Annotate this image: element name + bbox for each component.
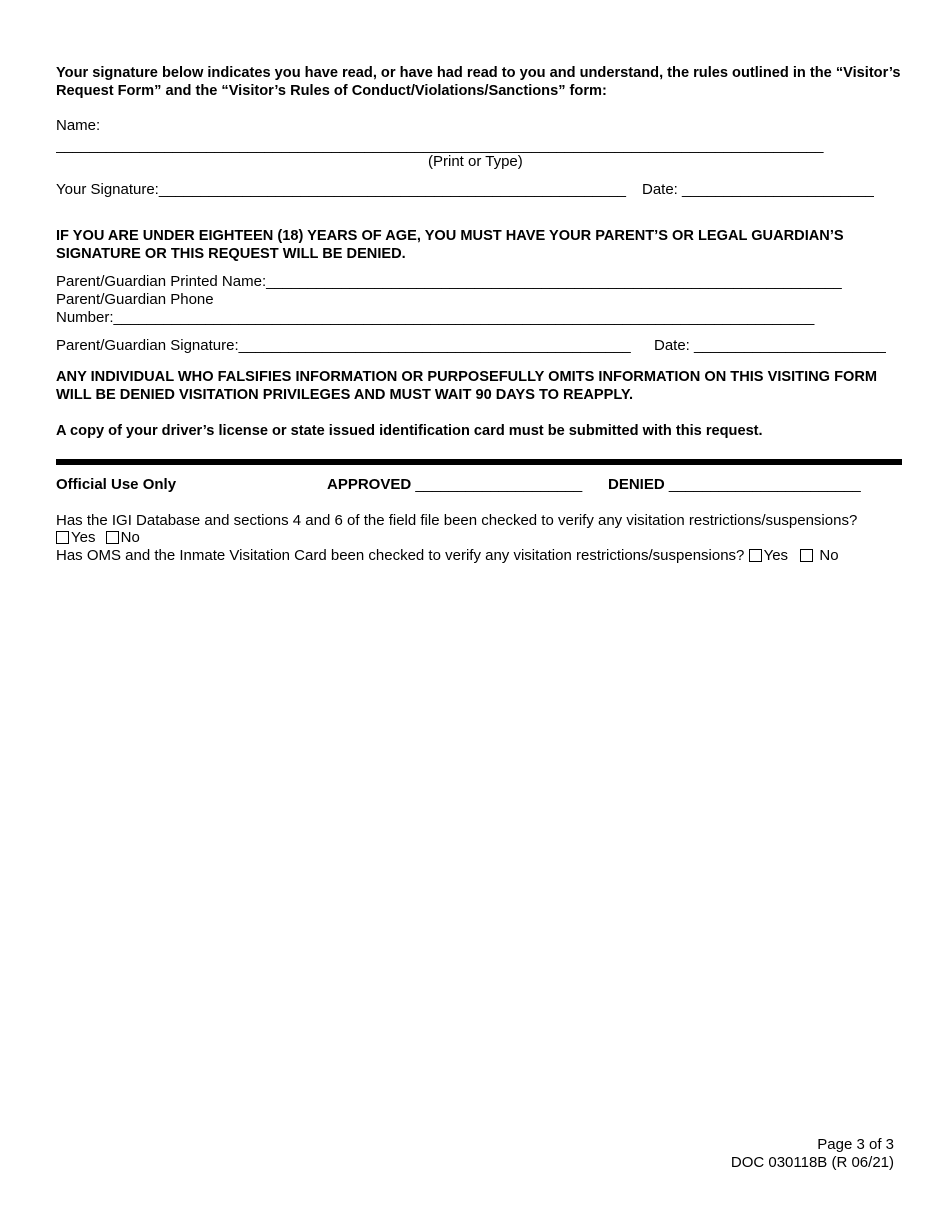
guardian-date-row: [654, 337, 886, 355]
denied-line[interactable]: _______________________: [668, 476, 861, 493]
q1-yes-checkbox[interactable]: [56, 531, 69, 544]
guardian-phone-line[interactable]: ____________________________________________________________________________________: [113, 309, 815, 326]
approved-row: [327, 476, 582, 494]
guardian-signature-line[interactable]: _______________________________________________: [238, 337, 631, 354]
guardian-date-label: Date:: [654, 337, 690, 354]
signature-date-row: [642, 181, 874, 199]
q1-no-label: No: [120, 529, 140, 546]
guardian-date-line[interactable]: _______________________: [694, 337, 886, 354]
check-question-1-options: [56, 529, 140, 547]
denied-label: DENIED: [608, 476, 665, 493]
signature-date-label: Date:: [642, 181, 678, 198]
id-notice: A copy of your driver’s license or state issued identification card must be submitted with this request.: [56, 423, 763, 439]
q1-no-checkbox[interactable]: [106, 531, 119, 544]
check-question-2: Has OMS and the Inmate Visitation Card been checked to verify any visitation restrictions/suspensions?: [56, 547, 745, 564]
official-use-label: Official Use Only: [56, 476, 177, 493]
guardian-signature-label: Parent/Guardian Signature:: [56, 337, 239, 354]
minor-notice: IF YOU ARE UNDER EIGHTEEN (18) YEARS OF AGE, YOU MUST HAVE YOUR PARENT’S OR LEGAL GUARDIAN’S SIGNATURE OR THIS REQUEST WILL BE DENIED.: [56, 228, 844, 262]
guardian-phone-label-2: Number:: [56, 309, 114, 326]
form-number: DOC 030118B (R 06/21): [730, 1154, 894, 1171]
guardian-name-line[interactable]: _____________________________________________________________________: [266, 273, 842, 290]
guardian-signature-row: [56, 337, 631, 355]
check-question-2-row: [56, 547, 839, 565]
print-or-type-hint: (Print or Type): [428, 153, 523, 170]
q2-no-checkbox[interactable]: [800, 549, 813, 562]
official-divider: [56, 459, 902, 465]
name-label: Name:: [56, 117, 101, 134]
guardian-name-row: [56, 273, 842, 291]
name-line[interactable]: ____________________________________________________________________________________________: [56, 137, 824, 154]
approved-label: APPROVED: [327, 476, 412, 493]
page-number: Page 3 of 3: [817, 1136, 894, 1153]
guardian-name-label: Parent/Guardian Printed Name:: [56, 273, 267, 290]
signature-line[interactable]: ________________________________________________________: [158, 181, 627, 198]
q1-yes-label: Yes: [71, 529, 96, 546]
guardian-phone-row: [56, 309, 814, 327]
q2-yes-label: Yes: [763, 547, 789, 564]
denied-row: [608, 476, 861, 494]
check-question-1: Has the IGI Database and sections 4 and 6 of the field file been checked to verify any visitation restrictions/suspensions?: [56, 512, 858, 529]
intro-text: Your signature below indicates you have read, or have had read to you and understand, the rules outlined in the “Visitor’s Request Form” and the “Visitor’s Rules of Conduct/Violations/Sanctions” form:: [56, 65, 901, 99]
q2-yes-checkbox[interactable]: [749, 549, 762, 562]
q2-no-label: No: [819, 547, 839, 564]
approved-line[interactable]: ____________________: [415, 476, 583, 493]
guardian-phone-label-1: Parent/Guardian Phone: [56, 291, 214, 308]
signature-label: Your Signature:: [56, 181, 159, 198]
signature-date-line[interactable]: _______________________: [682, 181, 874, 198]
signature-row: [56, 181, 626, 199]
falsify-notice: ANY INDIVIDUAL WHO FALSIFIES INFORMATION OR PURPOSEFULLY OMITS INFORMATION ON THIS VISITING FORM WILL BE DENIED VISITATION PRIVILEGES AND MUST WAIT 90 DAYS TO REAPPLY.: [56, 369, 878, 403]
